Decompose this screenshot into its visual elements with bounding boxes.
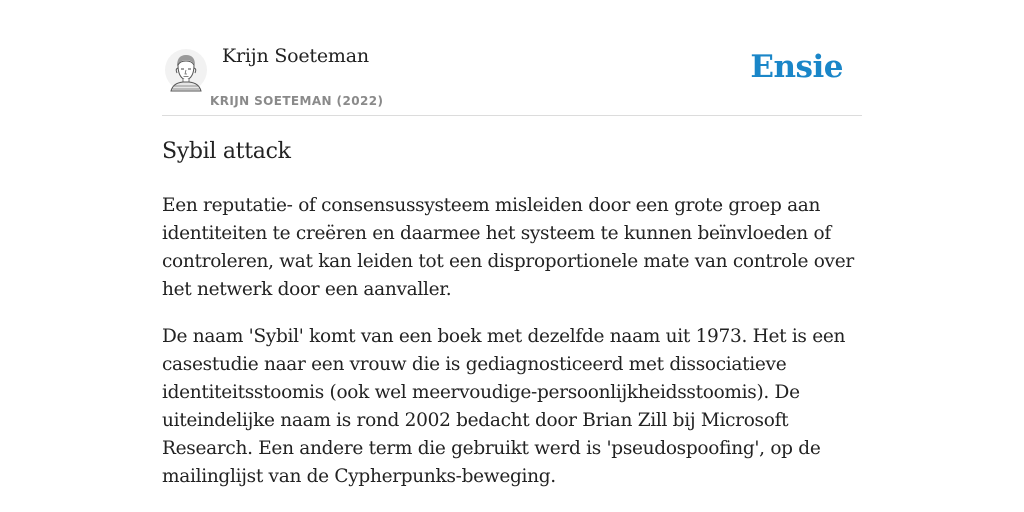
definition-paragraph: Een reputatie- of consensussysteem misleiden door een grote groep aan identiteiten te creëren en daarmee het systeem te kunnen beïnvloeden of controleren, wat kan leiden tot een disproportionele mate van controle over het netwerk door een aanvaller. xyxy=(162,195,854,300)
entry-card xyxy=(162,0,862,487)
definition-paragraph: De naam 'Sybil' komt van een boek met dezelfde naam uit 1973. Het is een casestudie naar een vrouw die is gediagnosticeerd met dissociatieve identiteitsstoomis (ook wel meervoudige-persoonlijkheidsstoomis). De uiteindelijke naam is rond 2002 bedacht door Brian Zill bij Microsoft Research. Een andere term die gebruikt werd is 'pseudospoofing', op de mailinglijst van de Cypherpunks-beweging. xyxy=(162,326,846,487)
entry-term: Sybil attack xyxy=(162,139,291,164)
author-name[interactable]: Krijn Soeteman xyxy=(222,45,369,67)
ensie-logo[interactable]: Ensie xyxy=(750,49,843,85)
entry-header xyxy=(162,0,862,116)
author-avatar[interactable] xyxy=(164,48,208,92)
author-attribution: KRIJN SOETEMAN (2022) xyxy=(210,94,384,108)
